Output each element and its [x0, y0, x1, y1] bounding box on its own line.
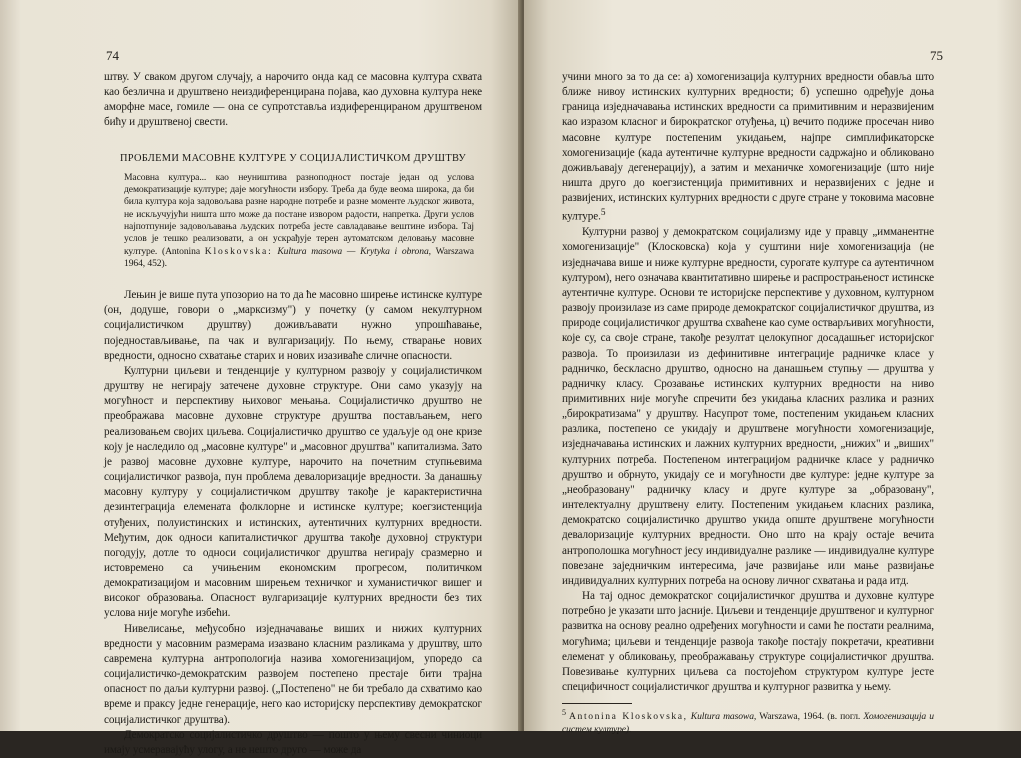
body-paragraph: Културни развој у демократском социјализму иде у правцу „имманентне хомогенизације" (Клосковска) која у суштини није хомогенизација (не изједначава више и ниже културне вредности, сурогате културе са аутентичном културом), него означава квантитативно ширење и распрострањеност истинске аутентичне културе. Основи те историјске перспективе у духовном, културном развоју произилазе из саме природе демократског социјалистичког друштва, из природе социјалистичког друштва схваћене као суме остварљивих могућности, које су, са своје стране, такође резултат целокупног досадашњег историјског развоја. То произилази из дефинитивне интеграције радничке класе у радничко, бескласно друштво, односно на данашњем ступњу — друштва у радничку класу. Срозавање истинских културних вредности на ниво примитивних није могуће спречити без укидања класних разлика и разних „бирократизама" у друштву. Насупрот томе, постепеним укидањем класних разлика, постепено се укидају и друштвене могућности хомогенизације, изједначавања истинских и лажних културних вредности, „нижих" и „виших" културних потреба. Постепеном интеграцијом радничке класе у радничко друштво и обрнуто, укидају се и могућности две културе: једне културе за „необразовану" радничку класу и друге културе за „образовану", интелектуалну друштвену елиту. Постепеним укидањем класних разлика, демократско социјалистичко друштво укида опште друштвене могућности девалоризације културних вредности. Оно што на крају остаје вечита антрополошка могућност јесу индивидуалне разлике — индивидуалне културе повезане заједничким интересима, јаче развијање или мање развијање индивидуалних културних потреба на основу личног схватања и рада итд.: [562, 226, 935, 587]
quote-author: Kloskovska:: [204, 245, 273, 257]
body-paragraph: На тај однос демократског социјалистичког друштва и духовне културе потребно је указати што јасније. Циљеви и тенденције друштвеног и културног развитка на основу реално одређених могућности и сами ће постати реалнима, могућима; циљеви и тенденције развоја такође постају покретачи, креативни елеменат у обликовању, преображавању структуре социјалистичког друштва. Повезивање културних циљева са постојећом структуром културе јесте специфичност социјалистичког друштва и културног развитка у њему.: [562, 590, 934, 693]
body-paragraph: Лењин је више пута упозорио на то да ће масовно ширење истинске културе (он, додуше, говори о „марксизму") у почетку (у самом некултурном социјалистичком друштву) доживљавати нужно упрошћавање, поједностављивање, па чак и вулгаризацију. По њему, стварање нових вредности, односно схватање старих и нових изазиваће сличне опасности.: [104, 289, 482, 362]
quote-text: Масовна култура... као неуништива разноподност постаје један од услова демократизације културе; даје могућности избору. Треба да буде веома широка, да би била култура која задовољава разне народне потребе и разне моменте људског живота, не искључујући ништа што може да постане извором радости, напретка. Други услов најпотпуније задовољавања људских потреба јесте савладавање вештине избора. Тај услов је тешко реализовати, а он ускрађује терен аутоматском деловању масовне културе. (Antonina: [124, 171, 474, 257]
quote-citation: Warszawa 1964, 452).: [124, 245, 474, 269]
page-number-right: 75: [930, 48, 943, 63]
left-text-column: [104, 70, 482, 758]
page-number-left: 74: [106, 48, 119, 63]
footnote-rule: [562, 703, 632, 704]
paragraph-text: учини много за то да се: а) хомогенизација културних вредности обавља што ближе нивоу истинских културних вредности; б) успешно одређује доња граница изједначавања истинских вредности са примитивним и неразвијеним као изразом класног и бирократског отуђења, ц) вечито подиже просечан ниво масовне културе постепеним укидањем, најпре симплификаторске хомогенизације (када аутентичне културне вредности садржајно и обликовано доживљавају дегенерацију), а затим и механичке хомогенизације (што није ништа друго до коегзистенција примитивних и неразвијених с једне и развијених, истинских културних вредности с друге стране у токовима масовне културе.: [562, 71, 934, 224]
body-paragraph: Културни циљеви и тенденције у културном развоју у социјалистичком друштву не негирају затечене духовне структуре. Они само указују на могућност и перспективу њиховог мењања. Социјалистичко друштво не преображава масовне духовне структуре друштва постављањем, него реализовањем својих циљева. Социјалистичко друштво се удаљује од оне кризе коју је наследило од „масовне културе" и „масовног друштва" капитализма. Зато је развој масовне духовне културе, нарочито на почетним ступњевима социјалистичког развоја, пун проблема девалоризације вредности. За данашњу масовну културу у социјалистичком друштву такође је карактеристична дезинтеграција елемената фолклорне и истинске културе; коегзистенција отуђених, полуистинских и истинских, аутентичних културних вредности. Међутим, док односи капиталистичког друштва такође духовној структури погодују, дотле то односи социјалистичког друштва негирају сразмерно и истовремено са учињеним економским прогресом, политичком демократизацијом и масовним ширењем техничког и хуманистичког вишег и високог образовања. Опасност вулгаризације културних вредности без тих услова није могуће избећи.: [104, 364, 482, 620]
body-paragraph: Нивелисање, међусобно изједначавање виших и нижих културних вредности у масовним размерама изазвано класним разликама у друштву, што савремена културна антропологија назива хомогенизацијом, упоредо са социјалистичко-демократским развојем постепено престаје бити трајна опасност по даљи културни развој. („Постепено" не би требало да схватимо као време и праксу једне генерације, него као историјску перспективу демократског социјалистичког друштва).: [104, 622, 482, 726]
footnote: [562, 707, 934, 736]
body-paragraph: Демократско социјалистичко друштво — пошто у њему свесни чиниоци имају усмеравајућу улогу, а не нешто друго — може да: [104, 728, 482, 756]
footnote-number: 5: [562, 708, 566, 718]
footnote-chapter: Хомогенизација и систем културе).: [562, 711, 934, 735]
section-heading: ПРОБЛЕМИ МАСОВНЕ КУЛТУРЕ У СОЦИЈАЛИСТИЧКОМ ДРУШТВУ: [119, 152, 467, 164]
body-paragraph: [562, 70, 934, 225]
footnote-author: Antonina Kloskovska,: [569, 711, 688, 723]
footnote-work-title: Kultura masowa,: [690, 711, 757, 723]
block-quote: [124, 172, 474, 270]
footnote-reference: 5: [600, 208, 606, 219]
intro-paragraph: штву. У сваком другом случају, а нарочито онда кад се масовна култура схвата као безлична и друштвено неиздиференцирана појава, као духовна култура неке аморфне масе, гомиле — она се супротставља издиференцираном друштвеном бићу и друштвеној свести.: [104, 71, 482, 129]
right-text-column: [562, 70, 934, 736]
footnote-citation: Warszawa, 1964. (в. погл.: [759, 711, 861, 723]
right-page: [524, 0, 1021, 735]
quote-work-title: Kultura masowa — Krytyka i obrona,: [277, 245, 431, 257]
